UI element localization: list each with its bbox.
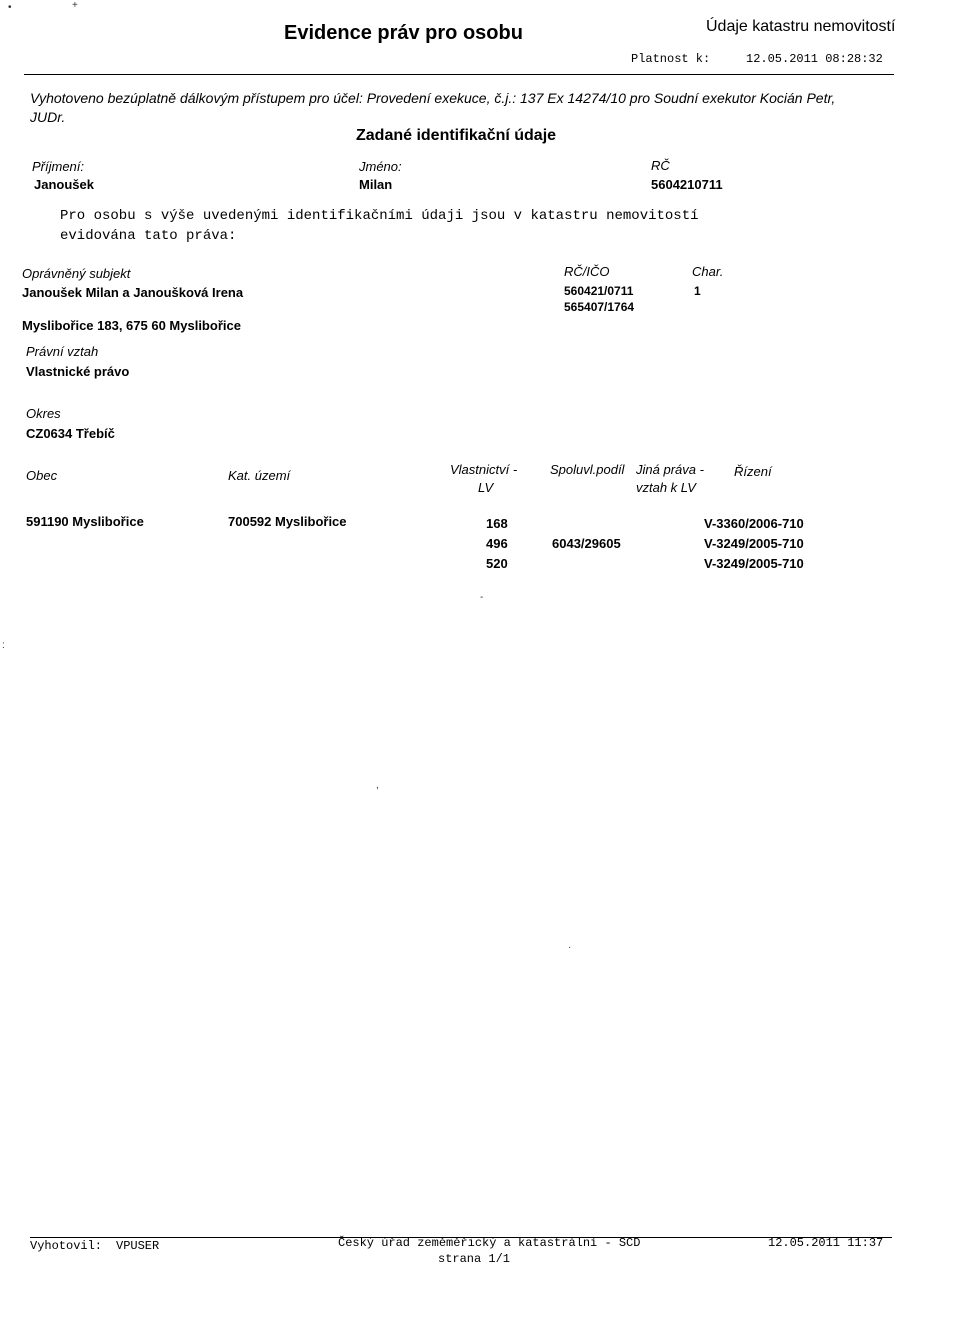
char-label: Char. bbox=[692, 264, 724, 279]
rcico-value: 560421/0711 bbox=[564, 284, 634, 298]
table-row-lv: 168 bbox=[486, 516, 508, 531]
footer-datetime: 12.05.2011 11:37 bbox=[768, 1236, 884, 1250]
col-header-rizeni: Řízení bbox=[734, 464, 772, 479]
scan-speck: - bbox=[480, 592, 484, 603]
footer-page-number: strana 1/1 bbox=[438, 1252, 511, 1266]
table-row-lv: 520 bbox=[486, 556, 508, 571]
name-value: Milan bbox=[359, 177, 393, 192]
scan-speck: • bbox=[8, 2, 12, 13]
table-row-spoluvl bbox=[552, 514, 621, 534]
footer-office: Český úřad zeměměřický a katastrální - SCD bbox=[338, 1236, 641, 1250]
legal-relation-value: Vlastnické právo bbox=[26, 364, 130, 379]
rcico-value: 565407/1764 bbox=[564, 300, 635, 314]
district-value: CZ0634 Třebíč bbox=[26, 426, 115, 441]
col-header-kat-uzemi: Kat. území bbox=[228, 468, 291, 483]
col-header-obec: Obec bbox=[26, 468, 58, 483]
table-row-rizeni: V-3249/2005-710 bbox=[704, 556, 804, 571]
rc-label: RČ bbox=[651, 158, 670, 173]
scan-speck: + bbox=[72, 0, 78, 11]
intro-line-1: Pro osobu s výše uvedenými identifikačními údaji jsou v katastru nemovitostí bbox=[60, 208, 699, 224]
subject-address: Myslibořice 183, 675 60 Myslibořice bbox=[22, 318, 241, 333]
table-row-spoluvl: 6043/29605 bbox=[552, 536, 621, 551]
page-subtitle: Údaje katastru nemovitostí bbox=[706, 18, 896, 35]
purpose-text: Vyhotoveno bezúplatně dálkovým přístupem pro účel: Provedení exekuce, č.j.: 137 Ex 14274/10 pro Soudní exekutor Kocián Petr, JUDr. bbox=[30, 90, 836, 125]
col-header-vlastnictvi-lv: LV bbox=[478, 480, 494, 495]
footer-created-label: Vyhotovil: bbox=[30, 1239, 103, 1253]
intro-line-2: evidována tato práva: bbox=[60, 228, 237, 244]
cell-rizeni-column bbox=[704, 514, 804, 574]
identification-heading: Zadané identifikační údaje bbox=[356, 127, 557, 144]
rcico-label: RČ/IČO bbox=[564, 264, 610, 279]
surname-value: Janoušek bbox=[34, 177, 94, 192]
page-title: Evidence práv pro osobu bbox=[284, 22, 523, 44]
scan-speck: : bbox=[2, 640, 5, 651]
cell-kat-uzemi: 700592 Myslibořice bbox=[228, 514, 347, 529]
table-row-rizeni: V-3249/2005-710 bbox=[704, 536, 804, 551]
district-label: Okres bbox=[26, 406, 61, 421]
scan-speck: , bbox=[376, 780, 379, 791]
scan-speck: · bbox=[568, 942, 572, 953]
validity-value: 12.05.2011 08:28:32 bbox=[746, 52, 883, 66]
subject-name: Janoušek Milan a Janoušková Irena bbox=[22, 285, 244, 300]
cell-spoluvl-column bbox=[552, 514, 621, 574]
table-row-rizeni: V-3360/2006-710 bbox=[704, 516, 804, 531]
validity-label: Platnost k: bbox=[631, 52, 711, 66]
surname-label: Příjmení: bbox=[32, 159, 85, 174]
table-row-spoluvl bbox=[552, 554, 621, 574]
col-header-vztah-k-lv: vztah k LV bbox=[636, 480, 696, 495]
footer-created-by: VPUSER bbox=[116, 1239, 160, 1253]
col-header-vlastnictvi: Vlastnictví - bbox=[450, 462, 518, 477]
col-header-jina-prava: Jiná práva - bbox=[636, 462, 704, 477]
cell-obec: 591190 Myslibořice bbox=[26, 514, 144, 529]
rc-value: 5604210711 bbox=[651, 177, 723, 192]
cell-lv-column bbox=[486, 514, 508, 574]
header-divider bbox=[24, 74, 894, 75]
subject-label: Oprávněný subjekt bbox=[22, 266, 131, 281]
col-header-spoluvl: Spoluvl.podíl bbox=[550, 462, 625, 477]
name-label: Jméno: bbox=[359, 159, 402, 174]
table-row-lv: 496 bbox=[486, 536, 508, 551]
char-value: 1 bbox=[694, 284, 701, 298]
legal-relation-label: Právní vztah bbox=[26, 344, 99, 359]
